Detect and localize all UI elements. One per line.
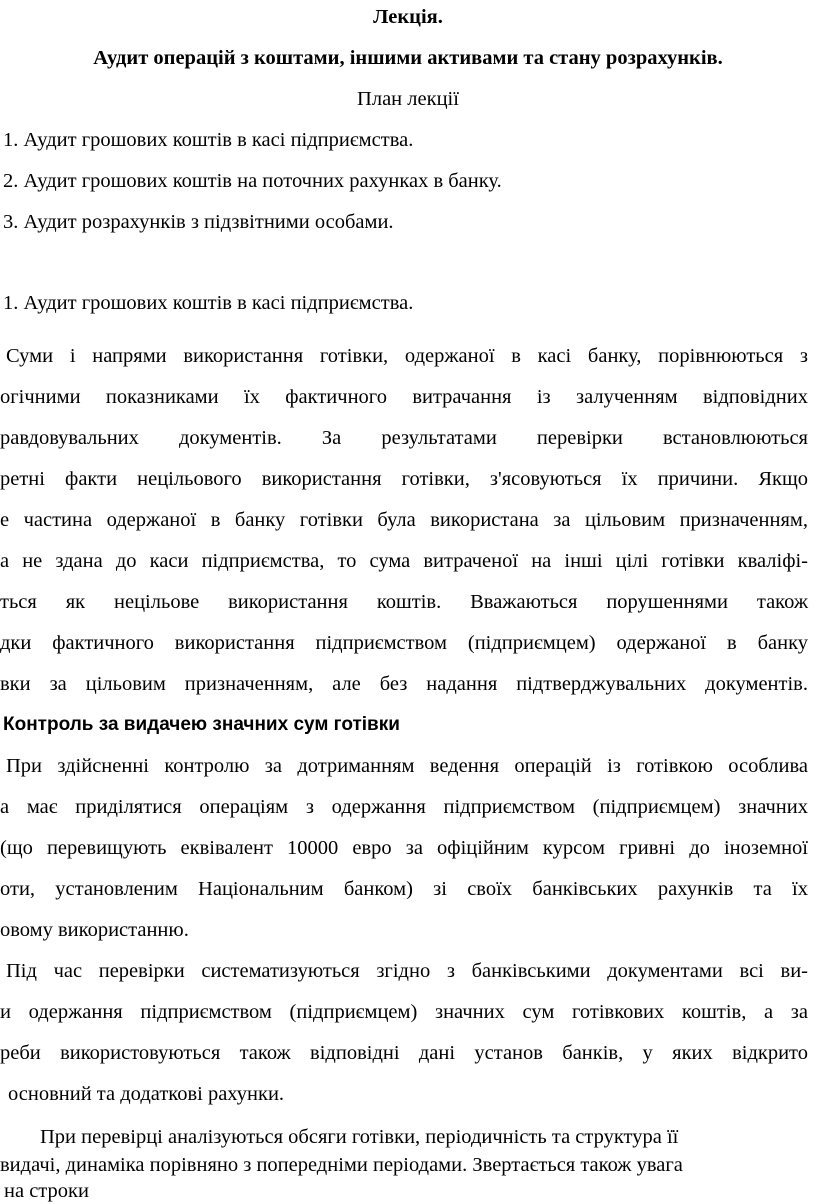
paragraph-line: вки за цільовим призначенням, але без надання підтверджувальних документів. (0, 673, 808, 695)
paragraph-line: При здійсненні контролю за дотриманням ведення операцій із готівкою особлива (6, 755, 808, 777)
paragraph-line: а має приділятися операціям з одержання підприємством (підприємцем) значних (0, 796, 808, 818)
paragraph-line: е частина одержаної в банку готівки була використана за цільовим призначенням, (0, 509, 808, 531)
paragraph-line: Під час перевірки систематизуються згідно з банківськими документами всі ви- (6, 960, 808, 982)
paragraph-line: и одержання підприємством (підприємцем) значних сум готівкових коштів, а за (0, 1001, 808, 1023)
paragraph-line: (що перевищують еквівалент 10000 евро за офіційним курсом гривні до іноземної (0, 837, 808, 859)
paragraph-line: реби використовуються також відповідні дані установ банків, у яких відкрито (0, 1042, 808, 1064)
paragraph-line: равдовувальних документів. За результатами перевірки встановлюються (0, 427, 808, 449)
paragraph-line: При перевірці аналізуються обсяги готівки, періодичність та структура її (40, 1126, 679, 1148)
section-1-heading: 1. Аудит грошових коштів в касі підприємства. (3, 292, 414, 314)
lecture-title: Аудит операцій з коштами, іншими активами та стану розрахунків. (93, 47, 723, 69)
plan-item-1: 1. Аудит грошових коштів в касі підприємства. (3, 129, 414, 151)
paragraph-line: ться як нецільове використання коштів. Вважаються порушеннями також (0, 591, 808, 613)
paragraph-line: овому використанню. (0, 919, 189, 941)
paragraph-line: а не здана до каси підприємства, то сума витраченої на інші цілі готівки кваліфі- (0, 550, 808, 572)
section-2-heading: Контроль за видачею значних сум готівки (3, 714, 400, 735)
plan-item-3: 3. Аудит розрахунків з підзвітними особами. (3, 211, 394, 233)
paragraph-line: огічними показниками їх фактичного витрачання із залученням відповідних (0, 386, 808, 408)
lecture-label: Лекція. (373, 6, 443, 28)
paragraph-line: видачі, динаміка порівняно з попередніми періодами. Звертається також увага (0, 1154, 683, 1176)
paragraph-line: ретні факти нецільового використання готівки, з'ясовуються їх причини. Якщо (0, 468, 808, 490)
paragraph-line: дки фактичного використання підприємством (підприємцем) одержаної в банку (0, 632, 808, 654)
plan-label: План лекції (357, 88, 459, 110)
paragraph-line: на строки (4, 1180, 89, 1202)
paragraph-line: Суми і напрями використання готівки, одержаної в касі банку, порівнюються з (6, 345, 808, 367)
plan-item-2: 2. Аудит грошових коштів на поточних рахунках в банку. (3, 170, 502, 192)
paragraph-line: основний та додаткові рахунки. (8, 1083, 285, 1105)
paragraph-line: оти, установленим Національним банком) зі своїх банківських рахунків та їх (0, 878, 808, 900)
